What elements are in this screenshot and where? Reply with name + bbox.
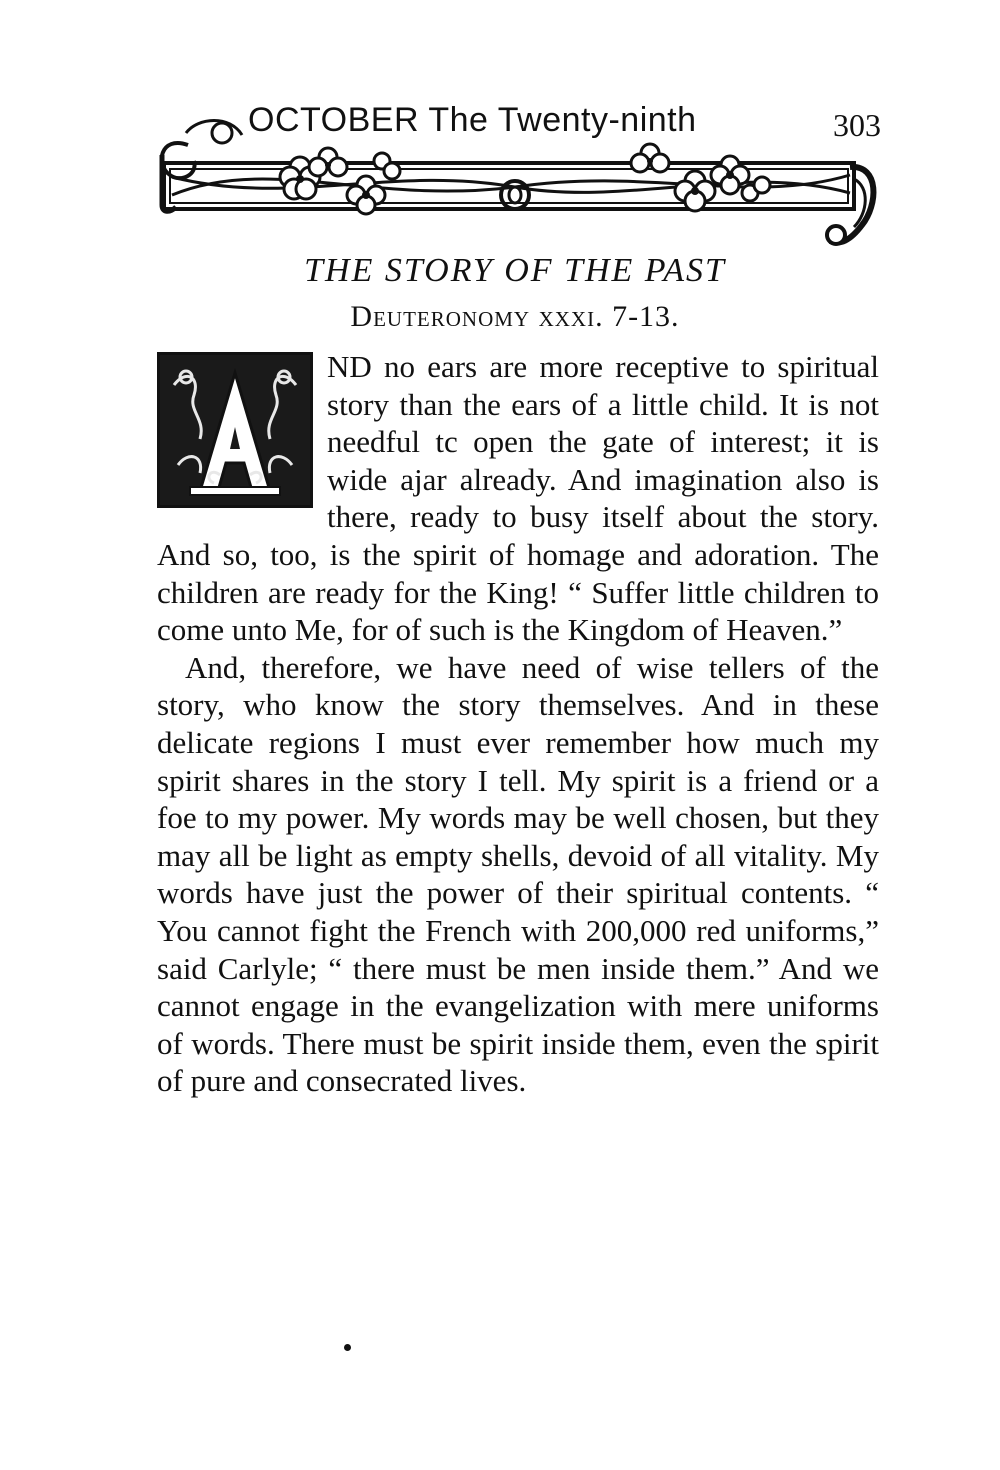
ornamental-dropcap [157,352,313,508]
scripture-reference: Deuteronomy xxxi. 7-13. [350,300,680,333]
body-text [157,348,879,1100]
paragraph-1 [157,348,879,649]
running-head: OCTOBER The Twenty-ninth [248,101,697,139]
chapter-title: THE STORY OF THE PAST [304,252,726,289]
page-header [150,95,885,255]
stray-dot-mark [344,1344,351,1351]
page-number: 303 [833,107,881,143]
paragraph-2: And, therefore, we have need of wise tellers of the story, who know the story themselves. And in these delicate regions I must ever remember how much my spirit shares in the story I tell. My spirit is a friend or a foe to my power. My words may be well chosen, but they may all be light as empty shells, devoid of all vitality. My words have just the power of their spiritual contents. “ You cannot fight the French with 200,000 red uniforms,” said Carlyle; “ there must be men inside them.” And we cannot engage in the evangelization with mere uniforms of words. There must be spirit inside them, even the spirit of pure and consecrated lives. [157,649,879,1099]
paragraph-1-text: ND no ears are more receptive to spiritual story than the ears of a little child. It is not needful tc open the gate of interest; it is wide ajar already. And imagination also is there, ready to busy itself about the story. And so, too, is the spirit of homage and adoration. The children are ready for the King! “ Suffer little children to come unto Me, for of such is the Kingdom of Heaven.” [157,349,879,648]
dropcap-ornament-icon [160,355,310,505]
